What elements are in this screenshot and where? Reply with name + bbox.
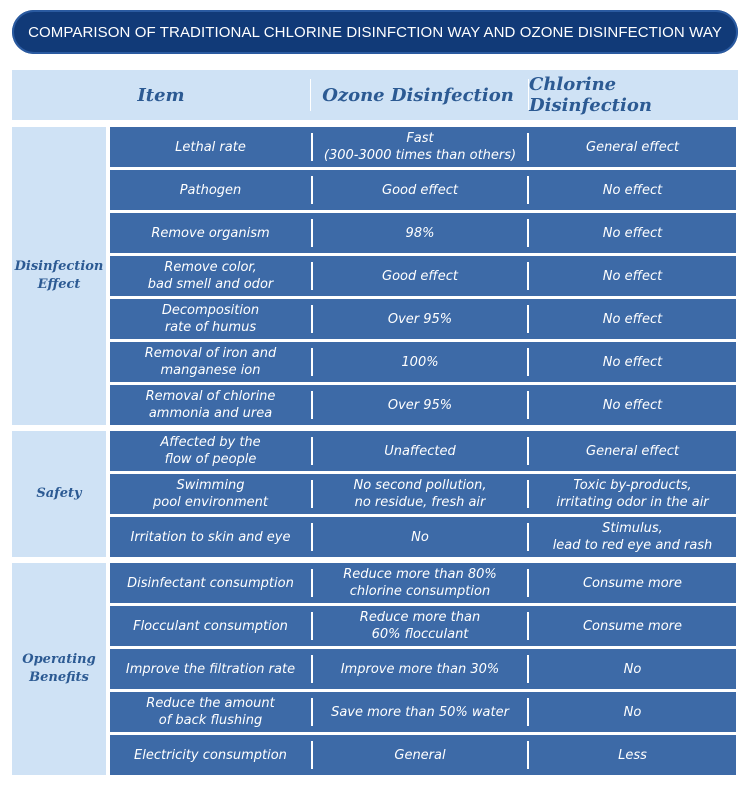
chlorine-cell: No — [623, 661, 642, 677]
chlorine-cell: General effect — [586, 443, 679, 459]
table-header — [12, 70, 738, 120]
table-row — [110, 170, 736, 210]
ozone-cell: Save more than 50% water — [331, 704, 509, 720]
title-banner — [12, 10, 738, 54]
ozone-cell: No second pollution, no residue, fresh air — [353, 478, 487, 510]
ozone-cell: 98% — [405, 225, 435, 241]
table-row — [110, 563, 736, 603]
group-label-operating-benefits: Operating Benefits — [12, 563, 106, 775]
page-title: COMPARISON OF TRADITIONAL CHLORINE DISINFCTION WAY AND OZONE DISINFECTION WAY — [28, 23, 722, 41]
table-row — [110, 299, 736, 339]
item-cell: Electricity consumption — [134, 747, 287, 763]
table-row — [110, 606, 736, 646]
ozone-cell: General — [394, 747, 446, 763]
ozone-cell: Reduce more than 60% flocculant — [359, 610, 481, 642]
table-row — [110, 649, 736, 689]
item-cell: Flocculant consumption — [133, 618, 288, 634]
ozone-cell: 100% — [401, 354, 439, 370]
ozone-cell: Fast (300-3000 times than others) — [323, 131, 517, 163]
item-cell: Affected by the flow of people — [160, 435, 261, 467]
chlorine-cell: No effect — [602, 397, 663, 413]
table-row — [110, 431, 736, 471]
ozone-cell: Over 95% — [387, 311, 453, 327]
chlorine-cell: No effect — [602, 311, 663, 327]
item-cell: Removal of chlorine ammonia and urea — [145, 389, 276, 421]
item-cell: Pathogen — [179, 182, 242, 198]
item-cell: Remove organism — [151, 225, 270, 241]
ozone-cell: No — [411, 529, 429, 545]
item-cell: Disinfectant consumption — [127, 575, 294, 591]
chlorine-cell: Stimulus, lead to red eye and rash — [552, 521, 713, 553]
item-cell: Removal of iron and manganese ion — [144, 346, 277, 378]
ozone-cell: Improve more than 30% — [340, 661, 500, 677]
ozone-cell: Reduce more than 80% chlorine consumption — [343, 567, 497, 599]
item-cell: Swimming pool environment — [153, 478, 268, 510]
table-row — [110, 256, 736, 296]
table-row — [110, 517, 736, 557]
chlorine-cell: No — [623, 704, 642, 720]
header-chlorine: Chlorine Disinfection — [529, 74, 652, 116]
table-row — [110, 342, 736, 382]
table-row — [110, 474, 736, 514]
ozone-cell: Unaffected — [384, 443, 456, 459]
chlorine-cell: Less — [618, 747, 647, 763]
item-cell: Reduce the amount of back flushing — [146, 696, 275, 728]
item-cell: Decomposition rate of humus — [161, 303, 260, 335]
table-row — [110, 692, 736, 732]
chlorine-cell: No effect — [602, 225, 663, 241]
ozone-cell: Good effect — [382, 182, 458, 198]
group-label-disinfection-effect: Disinfection Effect — [12, 127, 106, 425]
ozone-cell: Good effect — [382, 268, 458, 284]
chlorine-cell: No effect — [602, 354, 663, 370]
ozone-cell: Over 95% — [387, 397, 453, 413]
header-ozone: Ozone Disinfection — [322, 84, 514, 106]
chlorine-cell: General effect — [586, 139, 679, 155]
item-cell: Irritation to skin and eye — [130, 529, 291, 545]
item-cell: Remove color, bad smell and odor — [147, 260, 274, 292]
table-row — [110, 735, 736, 775]
chlorine-cell: No effect — [602, 182, 663, 198]
group-label-safety: Safety — [12, 431, 106, 557]
table-row — [110, 385, 736, 425]
header-item: Item — [137, 84, 185, 106]
chlorine-cell: No effect — [602, 268, 663, 284]
chlorine-cell: Toxic by-products, irritating odor in the air — [556, 478, 709, 510]
table-row — [110, 127, 736, 167]
item-cell: Lethal rate — [175, 139, 246, 155]
item-cell: Improve the filtration rate — [125, 661, 296, 677]
chlorine-cell: Consume more — [582, 618, 683, 634]
chlorine-cell: Consume more — [582, 575, 683, 591]
table-row — [110, 213, 736, 253]
